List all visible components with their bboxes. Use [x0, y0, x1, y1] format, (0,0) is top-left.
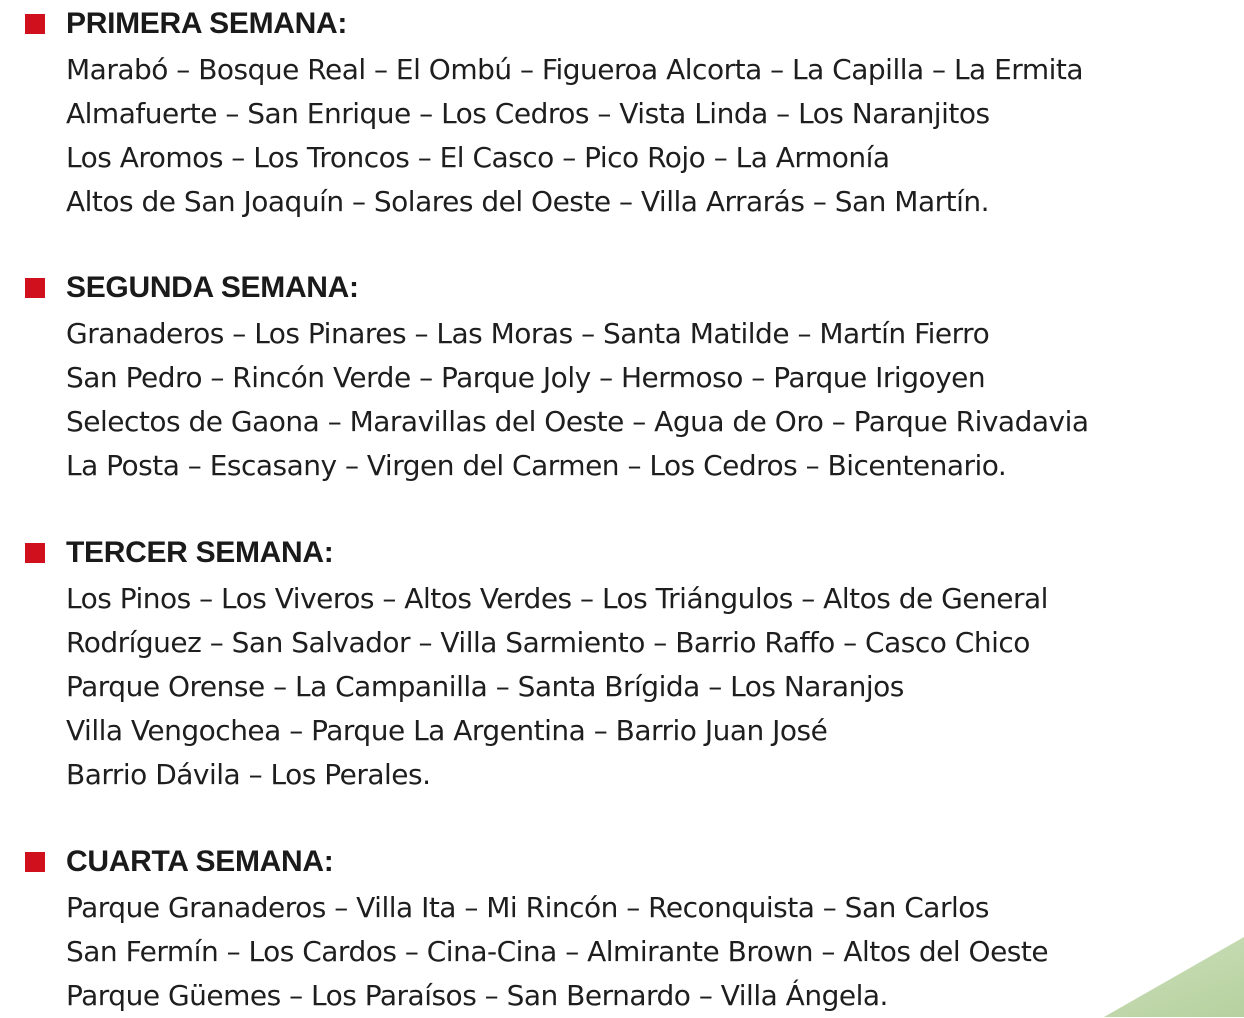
neighborhood-line: Barrio Dávila – Los Perales.: [66, 758, 431, 791]
neighborhood-line: Selectos de Gaona – Maravillas del Oeste – Agua de Oro – Parque Rivadavia: [66, 405, 1089, 438]
neighborhood-line: San Fermín – Los Cardos – Cina-Cina – Almirante Brown – Altos del Oeste: [66, 935, 1049, 968]
neighborhood-line: Altos de San Joaquín – Solares del Oeste – Villa Arrarás – San Martín.: [66, 185, 990, 218]
neighborhood-list: [66, 312, 1226, 488]
neighborhood-line: Granaderos – Los Pinares – Las Moras – Santa Matilde – Martín Fierro: [66, 317, 990, 350]
week-title: CUARTA SEMANA:: [66, 845, 334, 878]
neighborhood-line: La Posta – Escasany – Virgen del Carmen – Los Cedros – Bicentenario.: [66, 449, 1007, 482]
neighborhood-line: Villa Vengochea – Parque La Argentina – Barrio Juan José: [66, 714, 828, 747]
neighborhood-line: Parque Orense – La Campanilla – Santa Brígida – Los Naranjos: [66, 670, 904, 703]
week-title: TERCER SEMANA:: [66, 536, 334, 569]
neighborhood-line: Los Pinos – Los Viveros – Altos Verdes – Los Triángulos – Altos de General: [66, 582, 1048, 615]
week-heading-row: [0, 2, 1244, 46]
week-title: PRIMERA SEMANA:: [66, 7, 348, 40]
week-heading-row: [0, 266, 1244, 310]
neighborhood-line: Parque Güemes – Los Paraísos – San Bernardo – Villa Ángela.: [66, 979, 888, 1012]
red-square-bullet-icon: [25, 278, 45, 298]
neighborhood-line: San Pedro – Rincón Verde – Parque Joly – Hermoso – Parque Irigoyen: [66, 361, 986, 394]
neighborhood-line: Parque Granaderos – Villa Ita – Mi Rincón – Reconquista – San Carlos: [66, 891, 989, 924]
neighborhood-list: [66, 886, 1226, 1018]
neighborhood-line: Rodríguez – San Salvador – Villa Sarmiento – Barrio Raffo – Casco Chico: [66, 626, 1030, 659]
red-square-bullet-icon: [25, 543, 45, 563]
neighborhood-list: [66, 48, 1226, 224]
red-square-bullet-icon: [25, 852, 45, 872]
neighborhood-line: Almafuerte – San Enrique – Los Cedros – Vista Linda – Los Naranjitos: [66, 97, 990, 130]
week-heading-row: [0, 840, 1244, 884]
neighborhood-list: [66, 577, 1226, 797]
neighborhood-line: Marabó – Bosque Real – El Ombú – Figueroa Alcorta – La Capilla – La Ermita: [66, 53, 1084, 86]
week-title: SEGUNDA SEMANA:: [66, 271, 359, 304]
neighborhood-line: Los Aromos – Los Troncos – El Casco – Pico Rojo – La Armonía: [66, 141, 890, 174]
red-square-bullet-icon: [25, 14, 45, 34]
week-heading-row: [0, 531, 1244, 575]
